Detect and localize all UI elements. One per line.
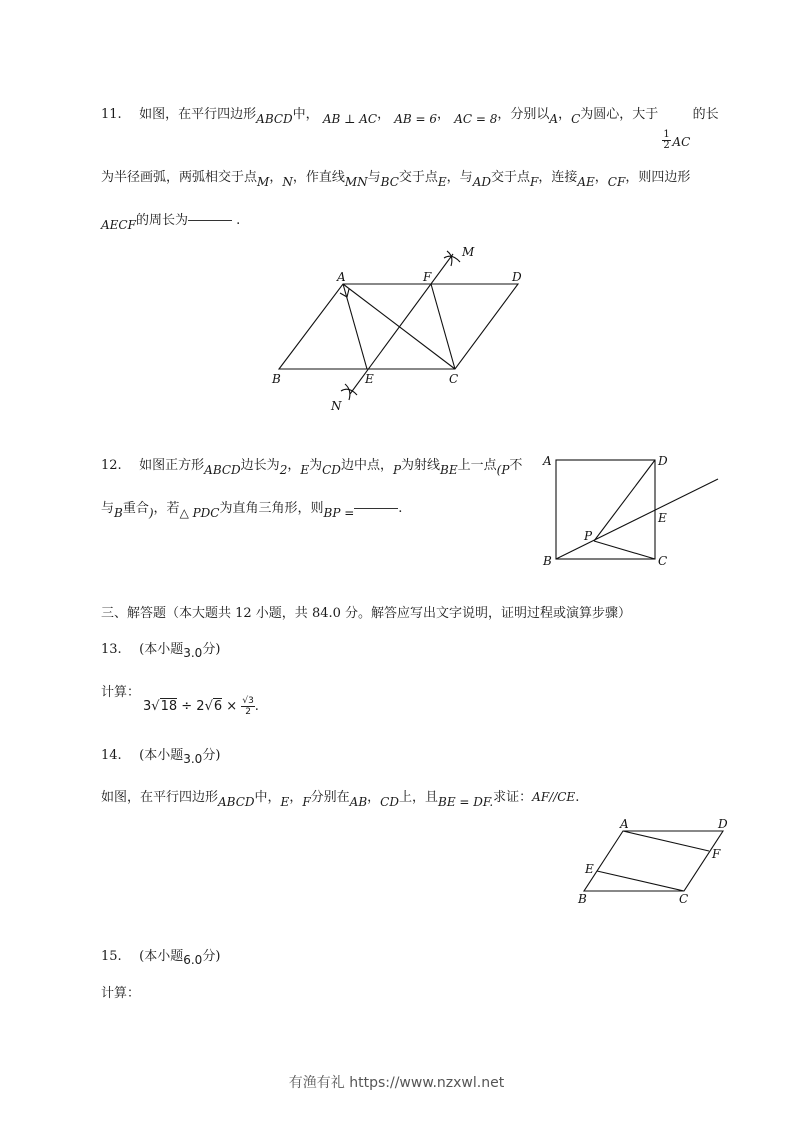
text: 边长为 (240, 458, 280, 473)
text: 不 (509, 458, 523, 473)
frac-num: √3 (242, 696, 254, 706)
text: 如图，在平行四边形 (101, 790, 219, 805)
question-number: 12. (101, 458, 122, 473)
footer-watermark: 有渔有礼 https://www.nzxwl.net (288, 1075, 505, 1091)
radicand: 3 (248, 696, 254, 706)
math: ) (148, 506, 154, 520)
text: ，则四边形 (625, 170, 691, 185)
label-E: E (365, 372, 374, 386)
text: . (575, 790, 580, 805)
math: × (222, 699, 242, 714)
question-number: 13. (101, 642, 122, 657)
text: ， (437, 107, 451, 122)
text: 求证： (493, 790, 533, 805)
radicand: 6 (213, 699, 223, 714)
text: 如图，在平行四边形 (139, 107, 257, 122)
text: 中， (292, 107, 319, 122)
math: 2 (279, 463, 288, 477)
text: 重合 (122, 501, 149, 516)
text: 与 (101, 501, 115, 516)
text: ，作直线 (292, 170, 345, 185)
math: BE = DF. (438, 795, 494, 809)
math: AF//CE (532, 790, 576, 804)
math: F (302, 795, 311, 809)
text: 边中点， (340, 458, 393, 473)
text: 上，且 (398, 790, 438, 805)
math: ÷ 2 (177, 699, 205, 714)
text: 分别在 (310, 790, 350, 805)
frac-den: 2 (245, 707, 251, 717)
math: AB ⊥ AC (322, 112, 378, 126)
math: CD (380, 795, 399, 809)
text: 为半径画弧，两弧相交于点 (101, 170, 258, 185)
frac-den: 2 (663, 140, 670, 151)
section-3-title: 三、解答题（本大题共 12 小题，共 84.0 分。解答应写出文字说明，证明过程或演算步骤） (101, 606, 632, 621)
label-E: E (585, 862, 594, 876)
math: E (437, 175, 447, 189)
label-B: B (272, 372, 281, 386)
score-suffix: 分) (202, 642, 221, 657)
radicand: 18 (160, 699, 178, 714)
math: E (300, 463, 310, 477)
math: ABCD (204, 463, 241, 477)
label-F: F (712, 847, 721, 861)
math: . (254, 699, 259, 714)
math: BE (440, 463, 458, 477)
math: MN (344, 175, 368, 189)
q13-expression: 3√18 ÷ 2√6 × $\frac{√3}{2}$ . (143, 696, 259, 717)
math: AC (672, 135, 691, 149)
math: AB (349, 795, 368, 809)
q15-prompt: 计算： (101, 986, 141, 1001)
label-D: D (512, 270, 522, 284)
text: 与 (367, 170, 381, 185)
text: ，与 (446, 170, 473, 185)
text: 的长 (692, 107, 719, 122)
math: AD (472, 175, 491, 189)
score-value: 6.0 (183, 953, 203, 967)
label-A: A (620, 817, 629, 831)
math: B (114, 506, 123, 520)
text: ， (594, 170, 608, 185)
score-prefix: (本小题 (139, 949, 184, 964)
math: C (571, 112, 581, 126)
text: 交于点 (490, 170, 530, 185)
text: ，分别以 (497, 107, 550, 122)
frac-num: 1 (663, 129, 670, 140)
label-A: A (543, 454, 552, 468)
label-P: P (584, 529, 593, 543)
text: ， (377, 107, 391, 122)
text: 中， (254, 790, 281, 805)
label-C: C (679, 892, 689, 906)
text: ， (287, 458, 301, 473)
text: 如图正方形 (139, 458, 205, 473)
math: ABCD (218, 795, 255, 809)
math: F (530, 175, 539, 189)
math: M (257, 175, 270, 189)
score-value: 3.0 (183, 752, 203, 766)
question-number: 15. (101, 949, 122, 964)
label-C: C (449, 372, 459, 386)
text: 为 (309, 458, 323, 473)
text: ， (269, 170, 283, 185)
score-prefix: (本小题 (139, 748, 184, 763)
math: BP = (323, 506, 355, 520)
label-D: D (718, 817, 728, 831)
math: CF (607, 175, 626, 189)
score-suffix: 分) (202, 949, 221, 964)
math: CD (322, 463, 341, 477)
q13-prompt: 计算： (101, 685, 141, 700)
text: ，连接 (538, 170, 578, 185)
label-E: E (658, 511, 667, 525)
text: ， (558, 107, 572, 122)
math: (P (496, 463, 510, 477)
math: P (392, 463, 402, 477)
text: ， (367, 790, 381, 805)
label-F: F (423, 270, 432, 284)
text: . (231, 213, 241, 228)
text: ，若 (153, 501, 180, 516)
math: 3 (143, 699, 152, 714)
text: 为圆心，大于 (580, 107, 659, 122)
math: A (549, 112, 559, 126)
math: AB = 6 (394, 112, 438, 126)
math: BC (380, 175, 399, 189)
text: 为射线 (401, 458, 441, 473)
math: △ PDC (179, 506, 220, 520)
text: . (398, 501, 403, 516)
label-B: B (578, 892, 587, 906)
label-M: M (462, 245, 475, 259)
text: 上一点 (457, 458, 497, 473)
label-N: N (331, 399, 342, 413)
label-D: D (658, 454, 668, 468)
math: E (280, 795, 290, 809)
text: 为直角三角形，则 (219, 501, 324, 516)
text: 交于点 (398, 170, 438, 185)
math: N (282, 175, 293, 189)
math: AC = 8 (454, 112, 498, 126)
text: ， (289, 790, 303, 805)
question-number: 11. (101, 107, 122, 122)
label-A: A (337, 270, 346, 284)
label-C: C (658, 554, 668, 568)
score-prefix: (本小题 (139, 642, 184, 657)
score-suffix: 分) (202, 748, 221, 763)
score-value: 3.0 (183, 646, 203, 660)
text: 的周长为 (135, 213, 188, 228)
math: AE (577, 175, 595, 189)
label-B: B (543, 554, 552, 568)
question-number: 14. (101, 748, 122, 763)
math: AECF (101, 218, 136, 232)
math: ABCD (256, 112, 293, 126)
q15-header (101, 948, 220, 965)
